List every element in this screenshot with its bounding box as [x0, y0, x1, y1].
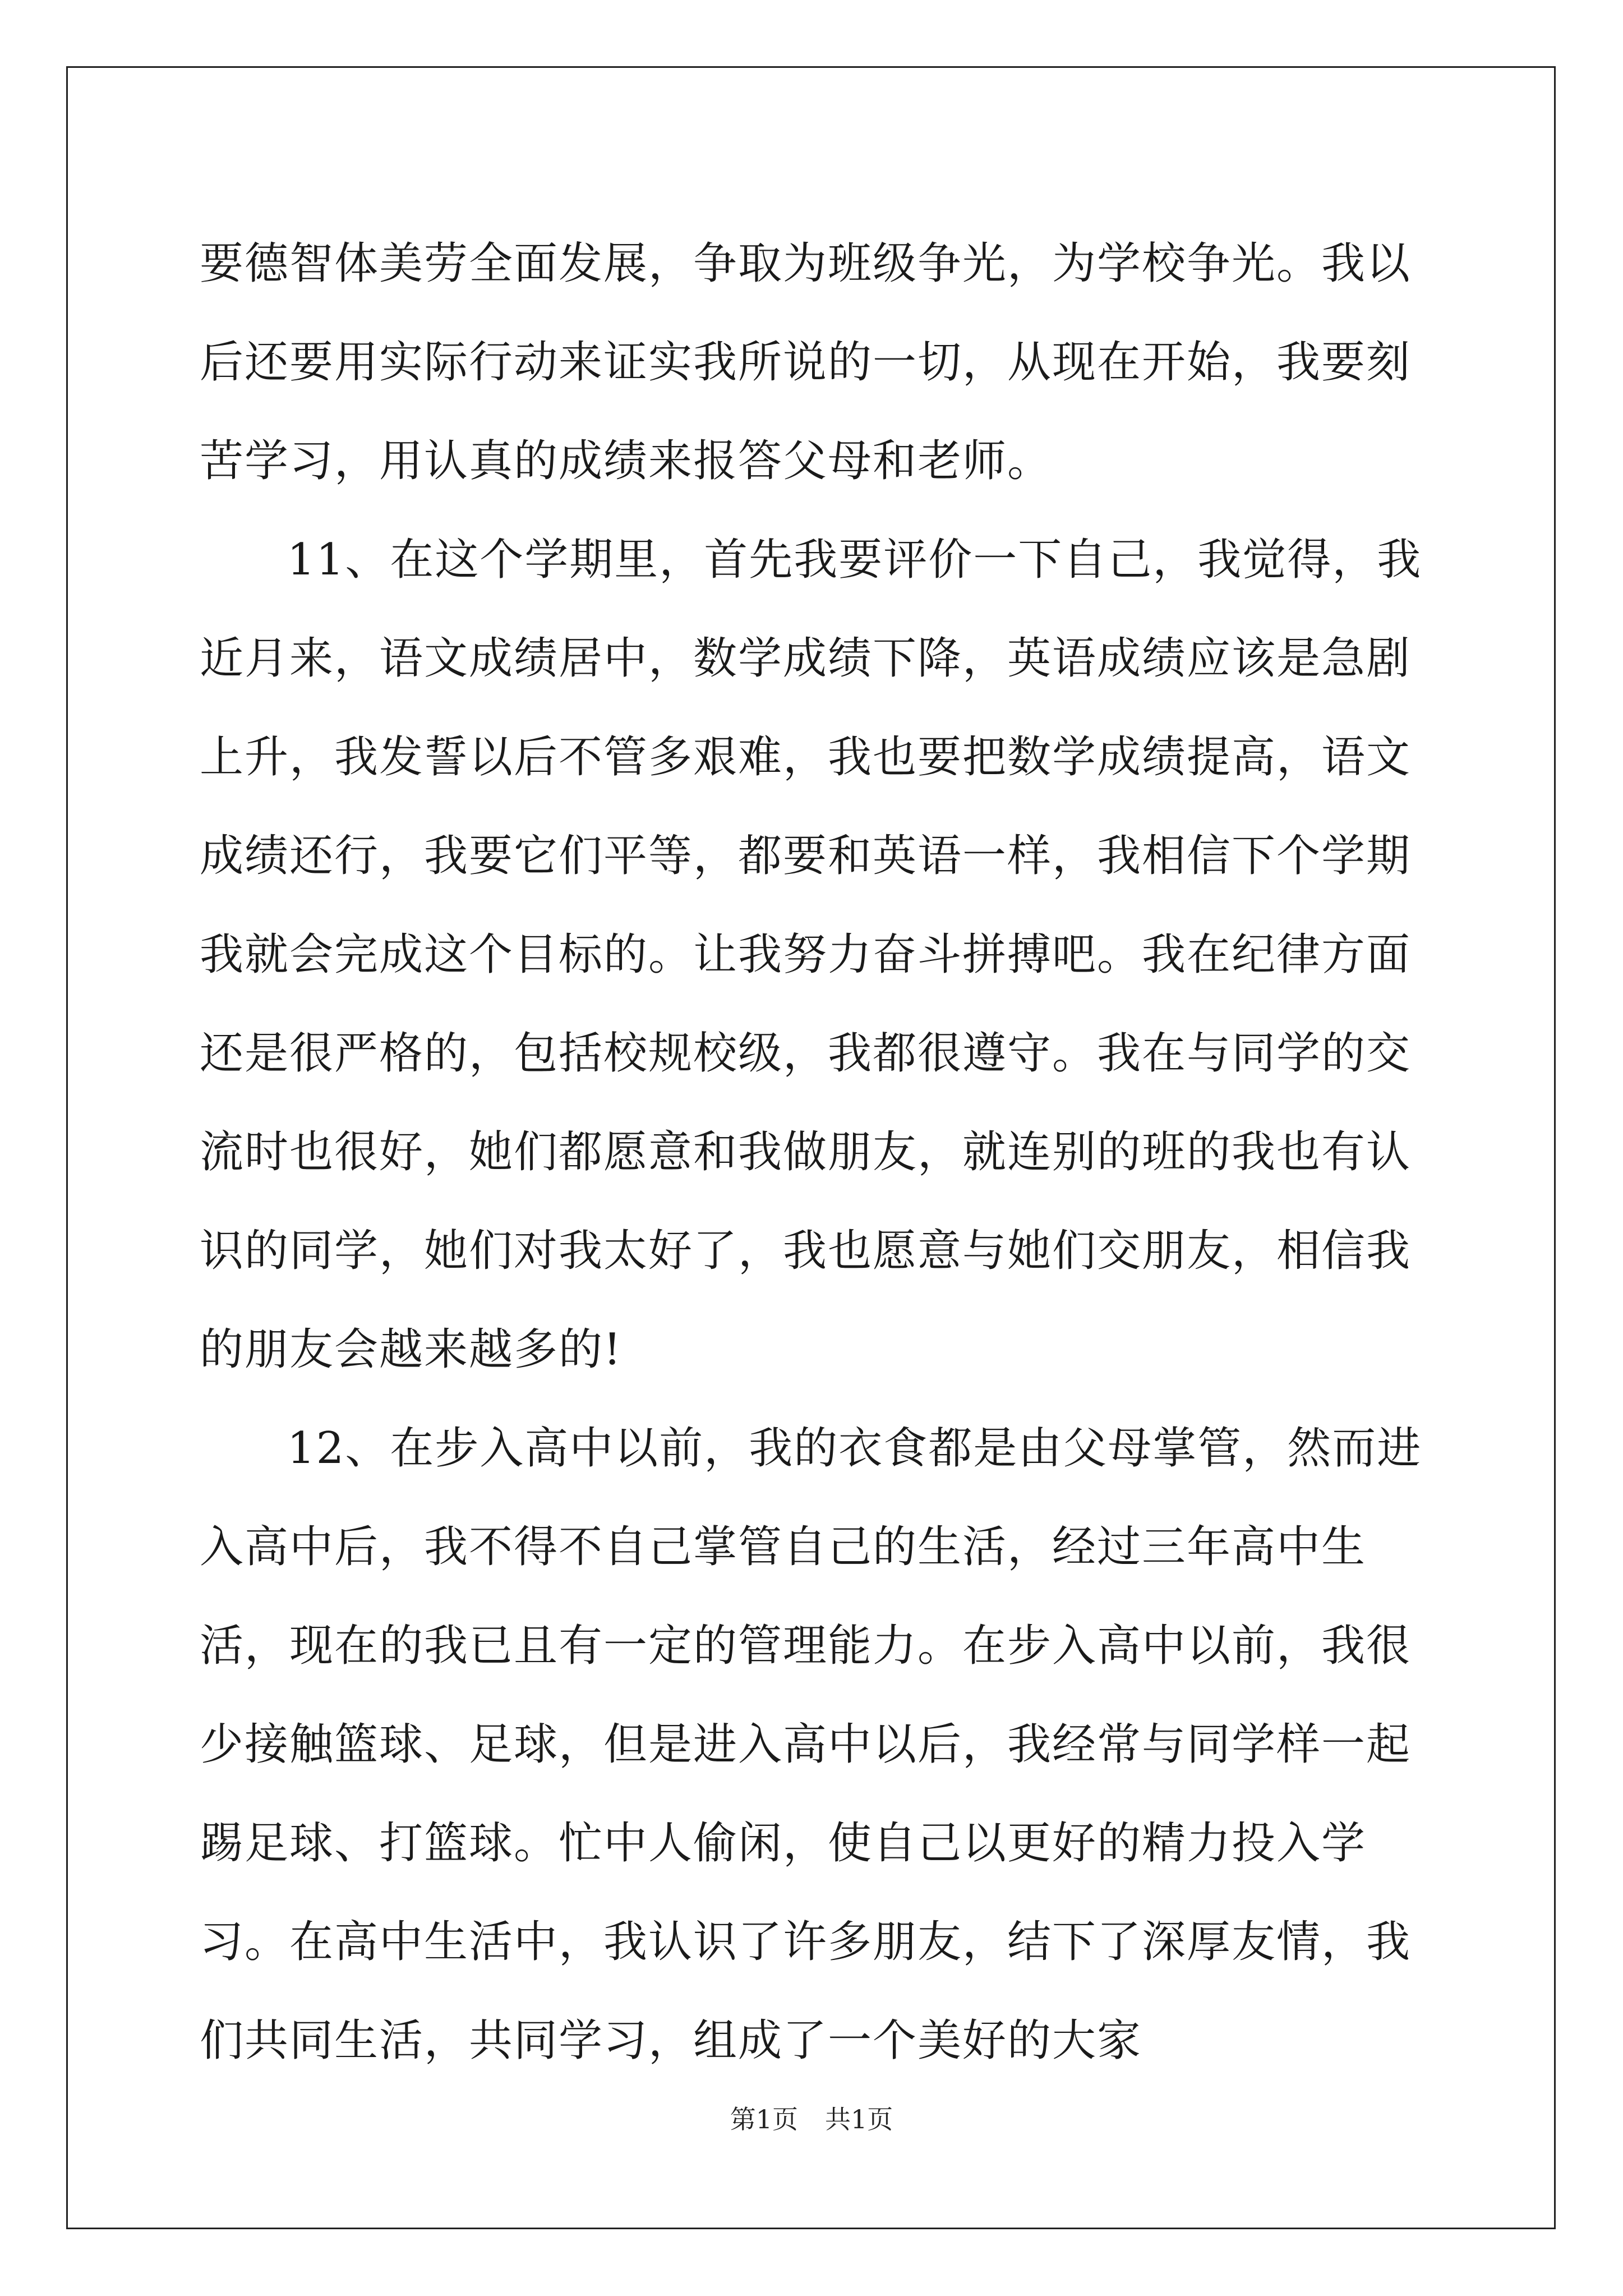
page-footer [0, 2102, 1623, 2136]
document-body [200, 214, 1422, 2090]
paragraph-continuation: 要德智体美劳全面发展，争取为班级争光，为学校争光。我以后还要用实际行动来证实我所说的一切，从现在开始，我要刻苦学习，用认真的成绩来报答父母和老师。 [200, 238, 1412, 486]
page-number-current: 第1页 [730, 2104, 798, 2134]
paragraph-item-12: 12、在步入高中以前，我的衣食都是由父母掌管，然而进入高中后，我不得不自己掌管自己的生活，经过三年高中生活，现在的我已且有一定的管理能力。在步入高中以前，我很少接触篮球、足球，但是进入高中以后，我经常与同学样一起踢足球、打篮球。忙中人偷闲，使自己以更好的精力投入学习。在高中生活中，我认识了许多朋友，结下了深厚友情，我们共同生活，共同学习，组成了一个美好的大家 [200, 1423, 1422, 2066]
paragraph-item-11: 11、在这个学期里，首先我要评价一下自己，我觉得，我近月来，语文成绩居中，数学成绩下降，英语成绩应该是急剧上升，我发誓以后不管多艰难，我也要把数学成绩提高，语文成绩还行，我要它们平等，都要和英语一样，我相信下个学期我就会完成这个目标的。让我努力奋斗拼搏吧。我在纪律方面还是很严格的，包括校规校级，我都很遵守。我在与同学的交流时也很好，她们都愿意和我做朋友，就连别的班的我也有认识的同学，她们对我太好了，我也愿意与她们交朋友，相信我的朋友会越来越多的! [200, 535, 1422, 1375]
page-number-total: 共1页 [825, 2104, 893, 2134]
